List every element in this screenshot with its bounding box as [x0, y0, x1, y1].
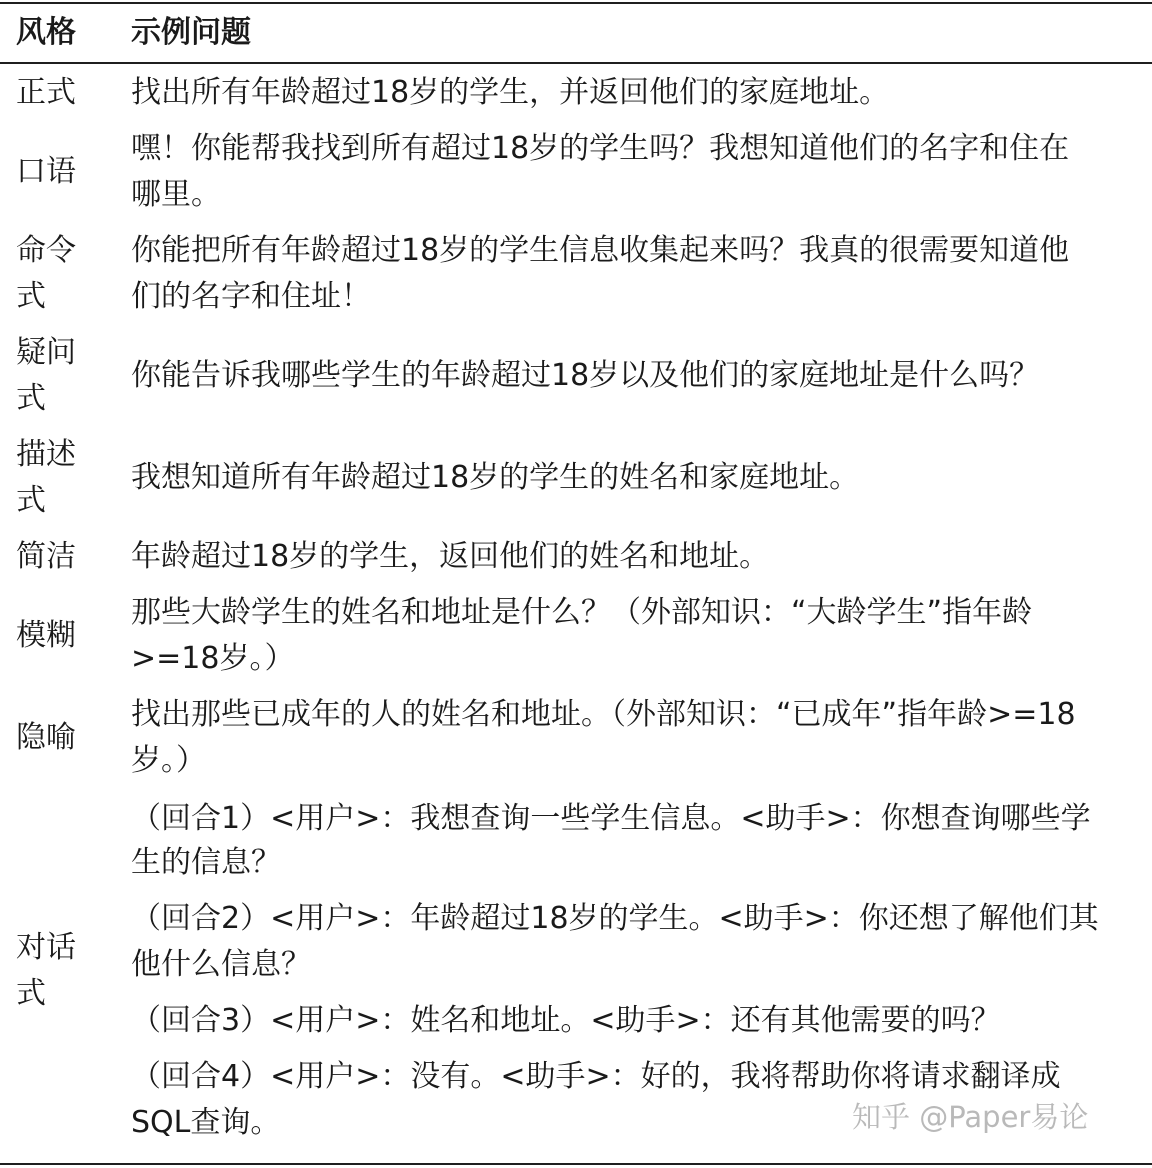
table-header-rule	[0, 62, 1152, 64]
row-colloquial-example-line-2: 哪里。	[131, 177, 221, 212]
row-descriptive-example: 我想知道所有年龄超过18岁的学生的姓名和家庭地址。	[131, 460, 860, 495]
row-colloquial-style: 口语	[16, 154, 76, 189]
table-top-rule	[0, 2, 1152, 4]
header-style: 风格	[16, 15, 76, 50]
row-dialogue-turn1-line-1: （回合1）<用户>：我想查询一些学生信息。<助手>：你想查询哪些学	[131, 801, 1091, 836]
header-example: 示例问题	[131, 15, 251, 50]
row-vague-style: 模糊	[16, 618, 76, 653]
row-formal-example: 找出所有年龄超过18岁的学生，并返回他们的家庭地址。	[131, 75, 890, 110]
row-imperative-style-line-1: 命令	[16, 233, 76, 268]
row-descriptive-style-line-2: 式	[16, 483, 46, 518]
row-dialogue-turn2-line-1: （回合2）<用户>：年龄超过18岁的学生。<助手>：你还想了解他们其	[131, 901, 1099, 936]
row-vague-example-line-1: 那些大龄学生的姓名和地址是什么？（外部知识：“大龄学生”指年龄	[131, 595, 1033, 630]
row-colloquial-example-line-1: 嘿！你能帮我找到所有超过18岁的学生吗？我想知道他们的名字和住在	[131, 131, 1070, 166]
row-interrogative-style-line-2: 式	[16, 381, 46, 416]
row-concise-example: 年龄超过18岁的学生，返回他们的姓名和地址。	[131, 539, 770, 574]
row-dialogue-turn4-line-2: SQL查询。	[131, 1105, 281, 1140]
row-interrogative-example: 你能告诉我哪些学生的年龄超过18岁以及他们的家庭地址是什么吗？	[131, 358, 1040, 393]
row-metaphor-example-line-2: 岁。）	[131, 743, 206, 778]
row-formal-style: 正式	[16, 75, 76, 110]
row-concise-style: 简洁	[16, 539, 76, 574]
row-dialogue-style-line-1: 对话	[16, 930, 76, 965]
row-descriptive-style-line-1: 描述	[16, 437, 76, 472]
row-dialogue-turn2-line-2: 他什么信息？	[131, 947, 311, 982]
row-metaphor-style: 隐喻	[16, 720, 76, 755]
row-dialogue-turn4-line-1: （回合4）<用户>：没有。<助手>：好的，我将帮助你将请求翻译成	[131, 1059, 1061, 1094]
row-dialogue-style-line-2: 式	[16, 976, 46, 1011]
row-imperative-example-line-2: 们的名字和住址！	[131, 279, 371, 314]
row-dialogue-turn1-line-2: 生的信息？	[131, 845, 281, 880]
watermark: 知乎 @Paper易论	[852, 1100, 1089, 1134]
row-interrogative-style-line-1: 疑问	[16, 335, 76, 370]
row-metaphor-example-line-1: 找出那些已成年的人的姓名和地址。（外部知识：“已成年”指年龄>=18	[131, 697, 1076, 732]
row-imperative-style-line-2: 式	[16, 279, 46, 314]
row-vague-example-line-2: >=18岁。）	[131, 641, 295, 676]
table-bottom-rule	[0, 1163, 1152, 1165]
row-dialogue-turn3: （回合3）<用户>：姓名和地址。<助手>：还有其他需要的吗？	[131, 1003, 1001, 1038]
row-imperative-example-line-1: 你能把所有年龄超过18岁的学生信息收集起来吗？我真的很需要知道他	[131, 233, 1070, 268]
